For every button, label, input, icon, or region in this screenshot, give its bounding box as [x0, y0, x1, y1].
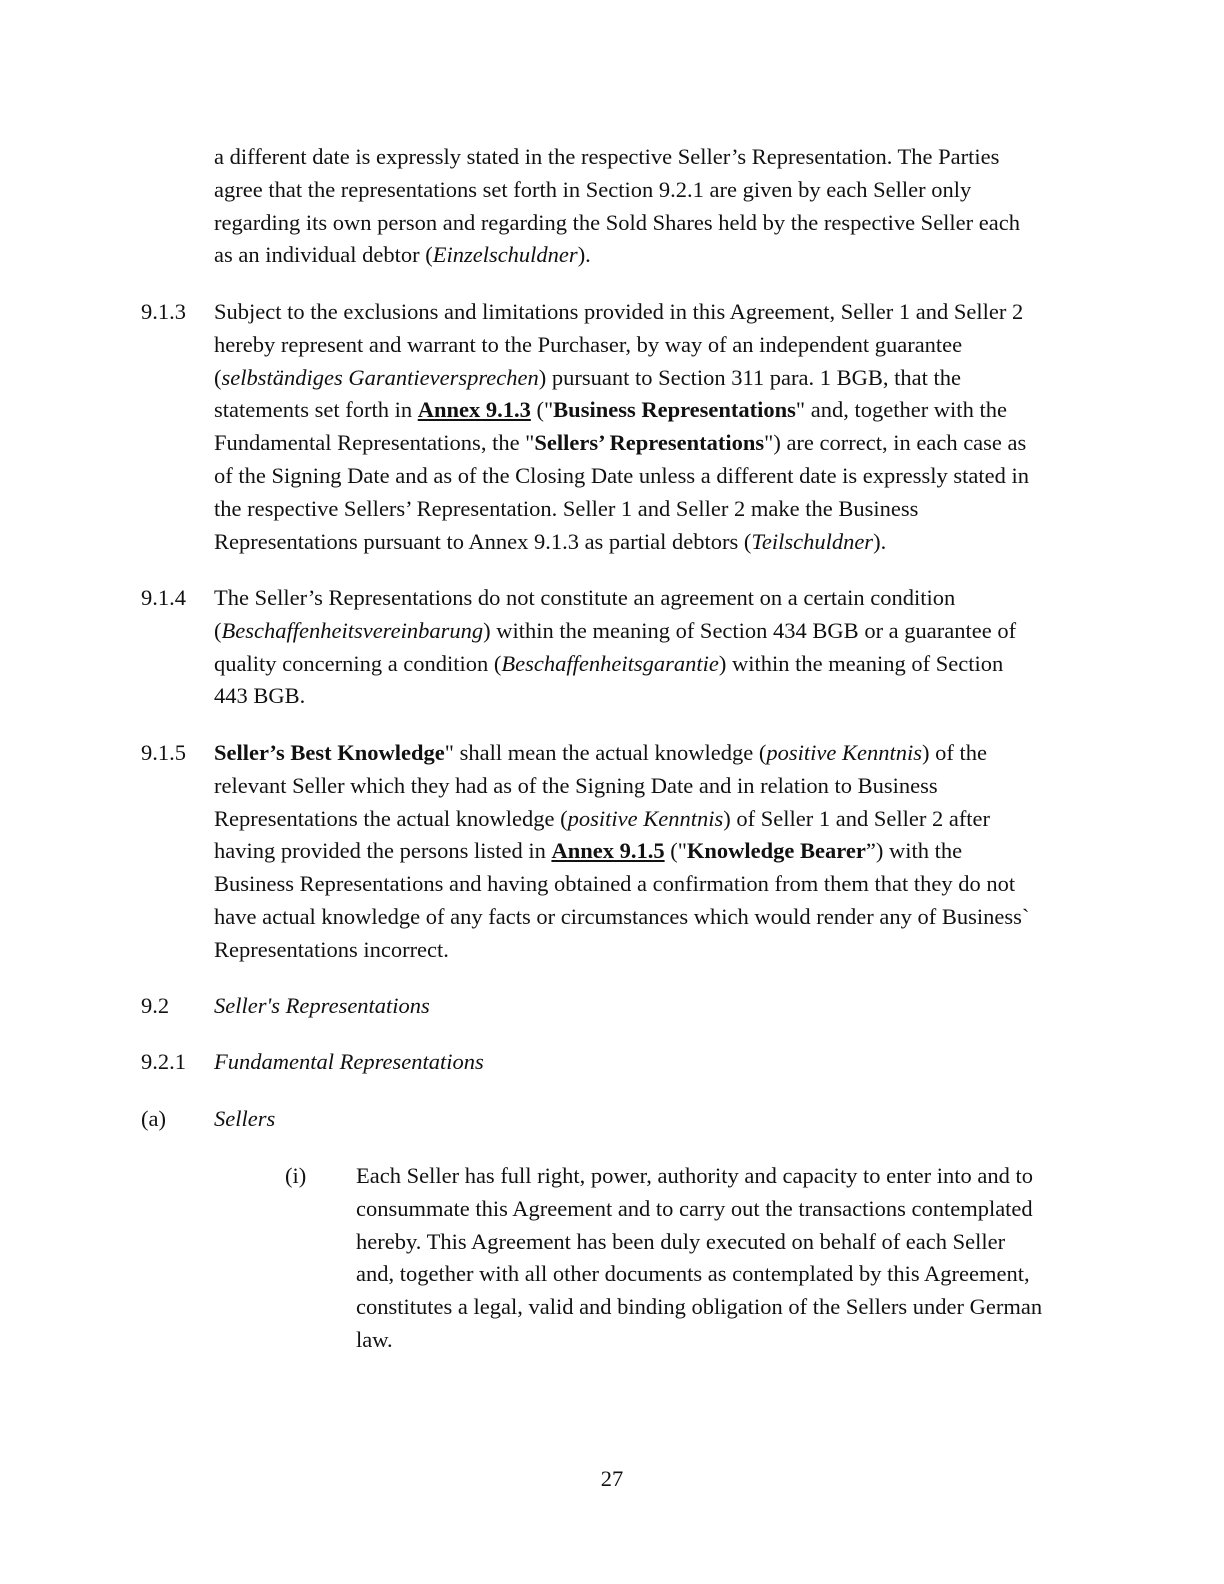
- text-line: Seller’s Best Knowledge" shall mean the actual knowledge (positive Kenntnis) of the: [214, 740, 987, 765]
- paragraph-continuation: [214, 141, 1070, 272]
- clause-heading-a: Sellers: [214, 1106, 276, 1131]
- italic-term: Einzelschuldner: [432, 242, 578, 268]
- clause-number-a: (a): [141, 1106, 166, 1131]
- italic-term: selbständiges Garantieversprechen: [221, 364, 539, 390]
- clause-number-i: (i): [285, 1163, 307, 1188]
- text-line: Business Representations and having obtained a confirmation from them that they do not: [214, 871, 1016, 897]
- defined-term: Seller’s Best Knowledge: [214, 740, 445, 765]
- defined-term: Knowledge Bearer: [686, 838, 866, 864]
- text-line: regarding its own person and regarding the Sold Shares held by the respective Seller each: [214, 209, 1021, 235]
- section-number-9-2-1: 9.2.1: [141, 1049, 186, 1074]
- text-line: law.: [356, 1326, 393, 1352]
- italic-term: positive Kenntnis: [766, 740, 922, 765]
- section-heading-9-2-1: Fundamental Representations: [214, 1049, 484, 1074]
- text-line: of the Signing Date and as of the Closing Date unless a different date is expressly stated in: [214, 462, 1030, 488]
- text-line: The Seller’s Representations do not constitute an agreement on a certain condition: [214, 585, 956, 610]
- italic-term: Teilschuldner: [751, 528, 874, 554]
- section-number-9-2: 9.2: [141, 993, 170, 1018]
- annex-reference-9-1-3: Annex 9.1.3: [417, 397, 531, 423]
- text-line: (selbständiges Garantieversprechen) pursuant to Section 311 para. 1 BGB, that the: [214, 364, 961, 390]
- text-line: Representations incorrect.: [214, 936, 449, 962]
- text-line: have actual knowledge of any facts or circumstances which would render any of Business`: [214, 903, 1030, 929]
- text-line: and, together with all other documents as contemplated by this Agreement,: [356, 1261, 1030, 1287]
- italic-term: positive Kenntnis: [567, 805, 724, 831]
- paragraph-9-1-3: [214, 296, 1070, 558]
- annex-reference-9-1-5: Annex 9.1.5: [551, 838, 665, 864]
- text-line: Fundamental Representations, the "Sellers’ Representations") are correct, in each case as: [214, 430, 1027, 456]
- page-number: 27: [600, 1466, 624, 1491]
- paragraph-9-1-5: [214, 737, 1070, 967]
- text-line: statements set forth in Annex 9.1.3 ("Business Representations" and, together with the: [214, 397, 1007, 423]
- italic-term: Beschaffenheitsgarantie: [501, 650, 719, 676]
- text-line: the respective Sellers’ Representation. Seller 1 and Seller 2 make the Business: [214, 495, 919, 521]
- text-line: quality concerning a condition (Beschaffenheitsgarantie) within the meaning of Section: [214, 650, 1004, 676]
- section-number-9-1-5: 9.1.5: [141, 740, 186, 765]
- section-heading-9-2: Seller's Representations: [214, 993, 430, 1018]
- text-line: constitutes a legal, valid and binding obligation of the Sellers under German: [356, 1294, 1043, 1320]
- text-line: hereby. This Agreement has been duly executed on behalf of each Seller: [356, 1228, 1006, 1254]
- defined-term: Business Representations: [553, 397, 796, 423]
- text-line: Subject to the exclusions and limitations provided in this Agreement, Seller 1 and Seller 2: [214, 299, 1024, 324]
- text-line: hereby represent and warrant to the Purchaser, by way of an independent guarantee: [214, 331, 963, 357]
- defined-term: Sellers’ Representations: [534, 430, 765, 456]
- text-line: (Beschaffenheitsvereinbarung) within the meaning of Section 434 BGB or a guarantee of: [214, 617, 1017, 643]
- paragraph-i: [356, 1160, 1070, 1357]
- text-line: having provided the persons listed in Annex 9.1.5 ("Knowledge Bearer”) with the: [214, 838, 963, 864]
- italic-term: Beschaffenheitsvereinbarung: [221, 617, 484, 643]
- text-line: a different date is expressly stated in the respective Seller’s Representation. The Parties: [214, 144, 1000, 169]
- text-line: consummate this Agreement and to carry out the transactions contemplated: [356, 1195, 1033, 1221]
- text-line: Representations the actual knowledge (positive Kenntnis) of Seller 1 and Seller 2 after: [214, 805, 991, 831]
- text-line: as an individual debtor (Einzelschuldner).: [214, 242, 591, 268]
- text-line: Representations pursuant to Annex 9.1.3 as partial debtors (Teilschuldner).: [214, 528, 887, 554]
- text-line: Each Seller has full right, power, authority and capacity to enter into and to: [356, 1163, 1034, 1188]
- paragraph-9-1-4: [214, 582, 1070, 713]
- section-number-9-1-3: 9.1.3: [141, 299, 186, 324]
- text-line: agree that the representations set forth in Section 9.2.1 are given by each Seller only: [214, 176, 972, 202]
- text-line: relevant Seller which they had as of the Signing Date and in relation to Business: [214, 772, 938, 798]
- text-line: 443 BGB.: [214, 683, 306, 709]
- section-number-9-1-4: 9.1.4: [141, 585, 186, 610]
